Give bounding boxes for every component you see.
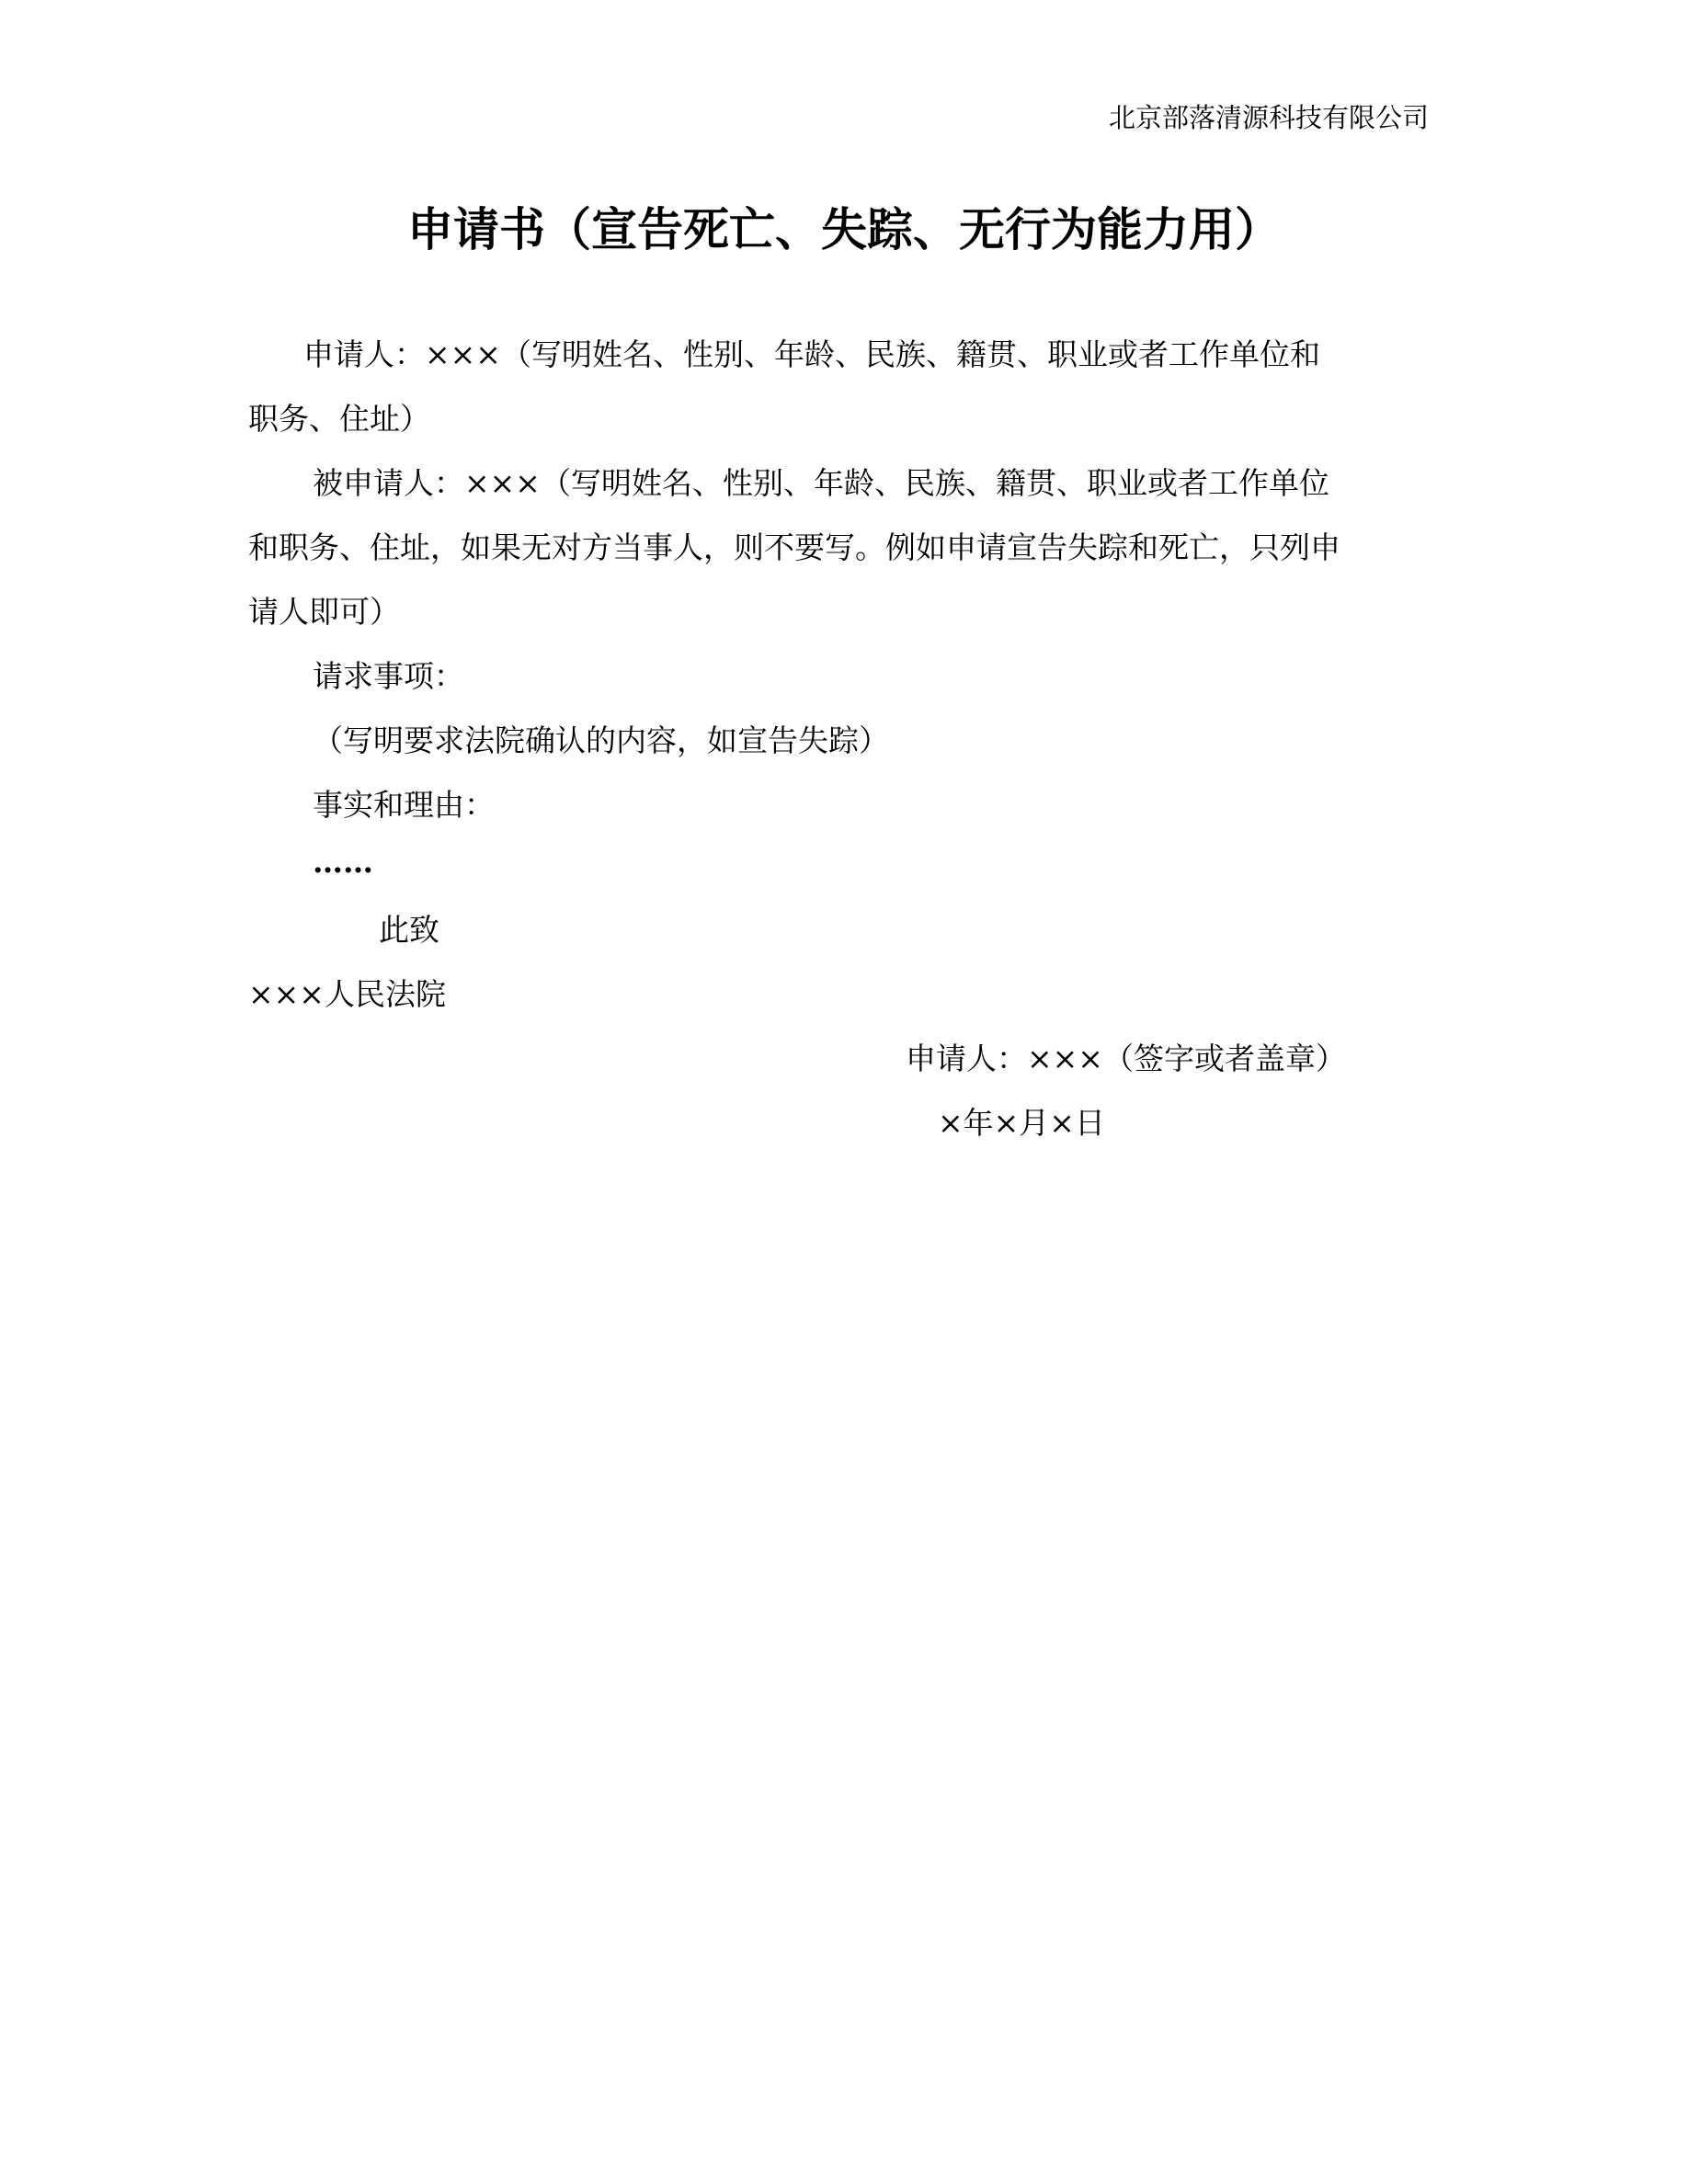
applicant-line-2: 职务、住址） [248,401,430,437]
facts-content: …… [313,844,373,880]
applicant-line-1: 申请人：×××（写明姓名、性别、年龄、民族、籍贯、职业或者工作单位和 [303,336,1320,372]
request-content: （写明要求法院确认的内容，如宣告失踪） [313,722,889,758]
facts-heading: 事实和理由： [313,787,495,823]
respondent-line-1: 被申请人：×××（写明姓名、性别、年龄、民族、籍贯、职业或者工作单位 [313,465,1329,501]
signature-date: ×年×月×日 [938,1105,1105,1141]
closing-court: ×××人民法院 [248,976,446,1012]
closing-salutation: 此致 [379,912,439,948]
header-company-name: 北京部落清源科技有限公司 [1108,102,1429,133]
request-heading: 请求事项： [313,658,464,694]
signature-applicant: 申请人：×××（签字或者盖章） [906,1041,1346,1076]
document-title: 申请书（宣告死亡、失踪、无行为能力用） [407,203,1281,256]
respondent-line-3: 请人即可） [248,594,400,630]
respondent-line-2: 和职务、住址，如果无对方当事人，则不要写。例如申请宣告失踪和死亡，只列申 [248,529,1340,565]
